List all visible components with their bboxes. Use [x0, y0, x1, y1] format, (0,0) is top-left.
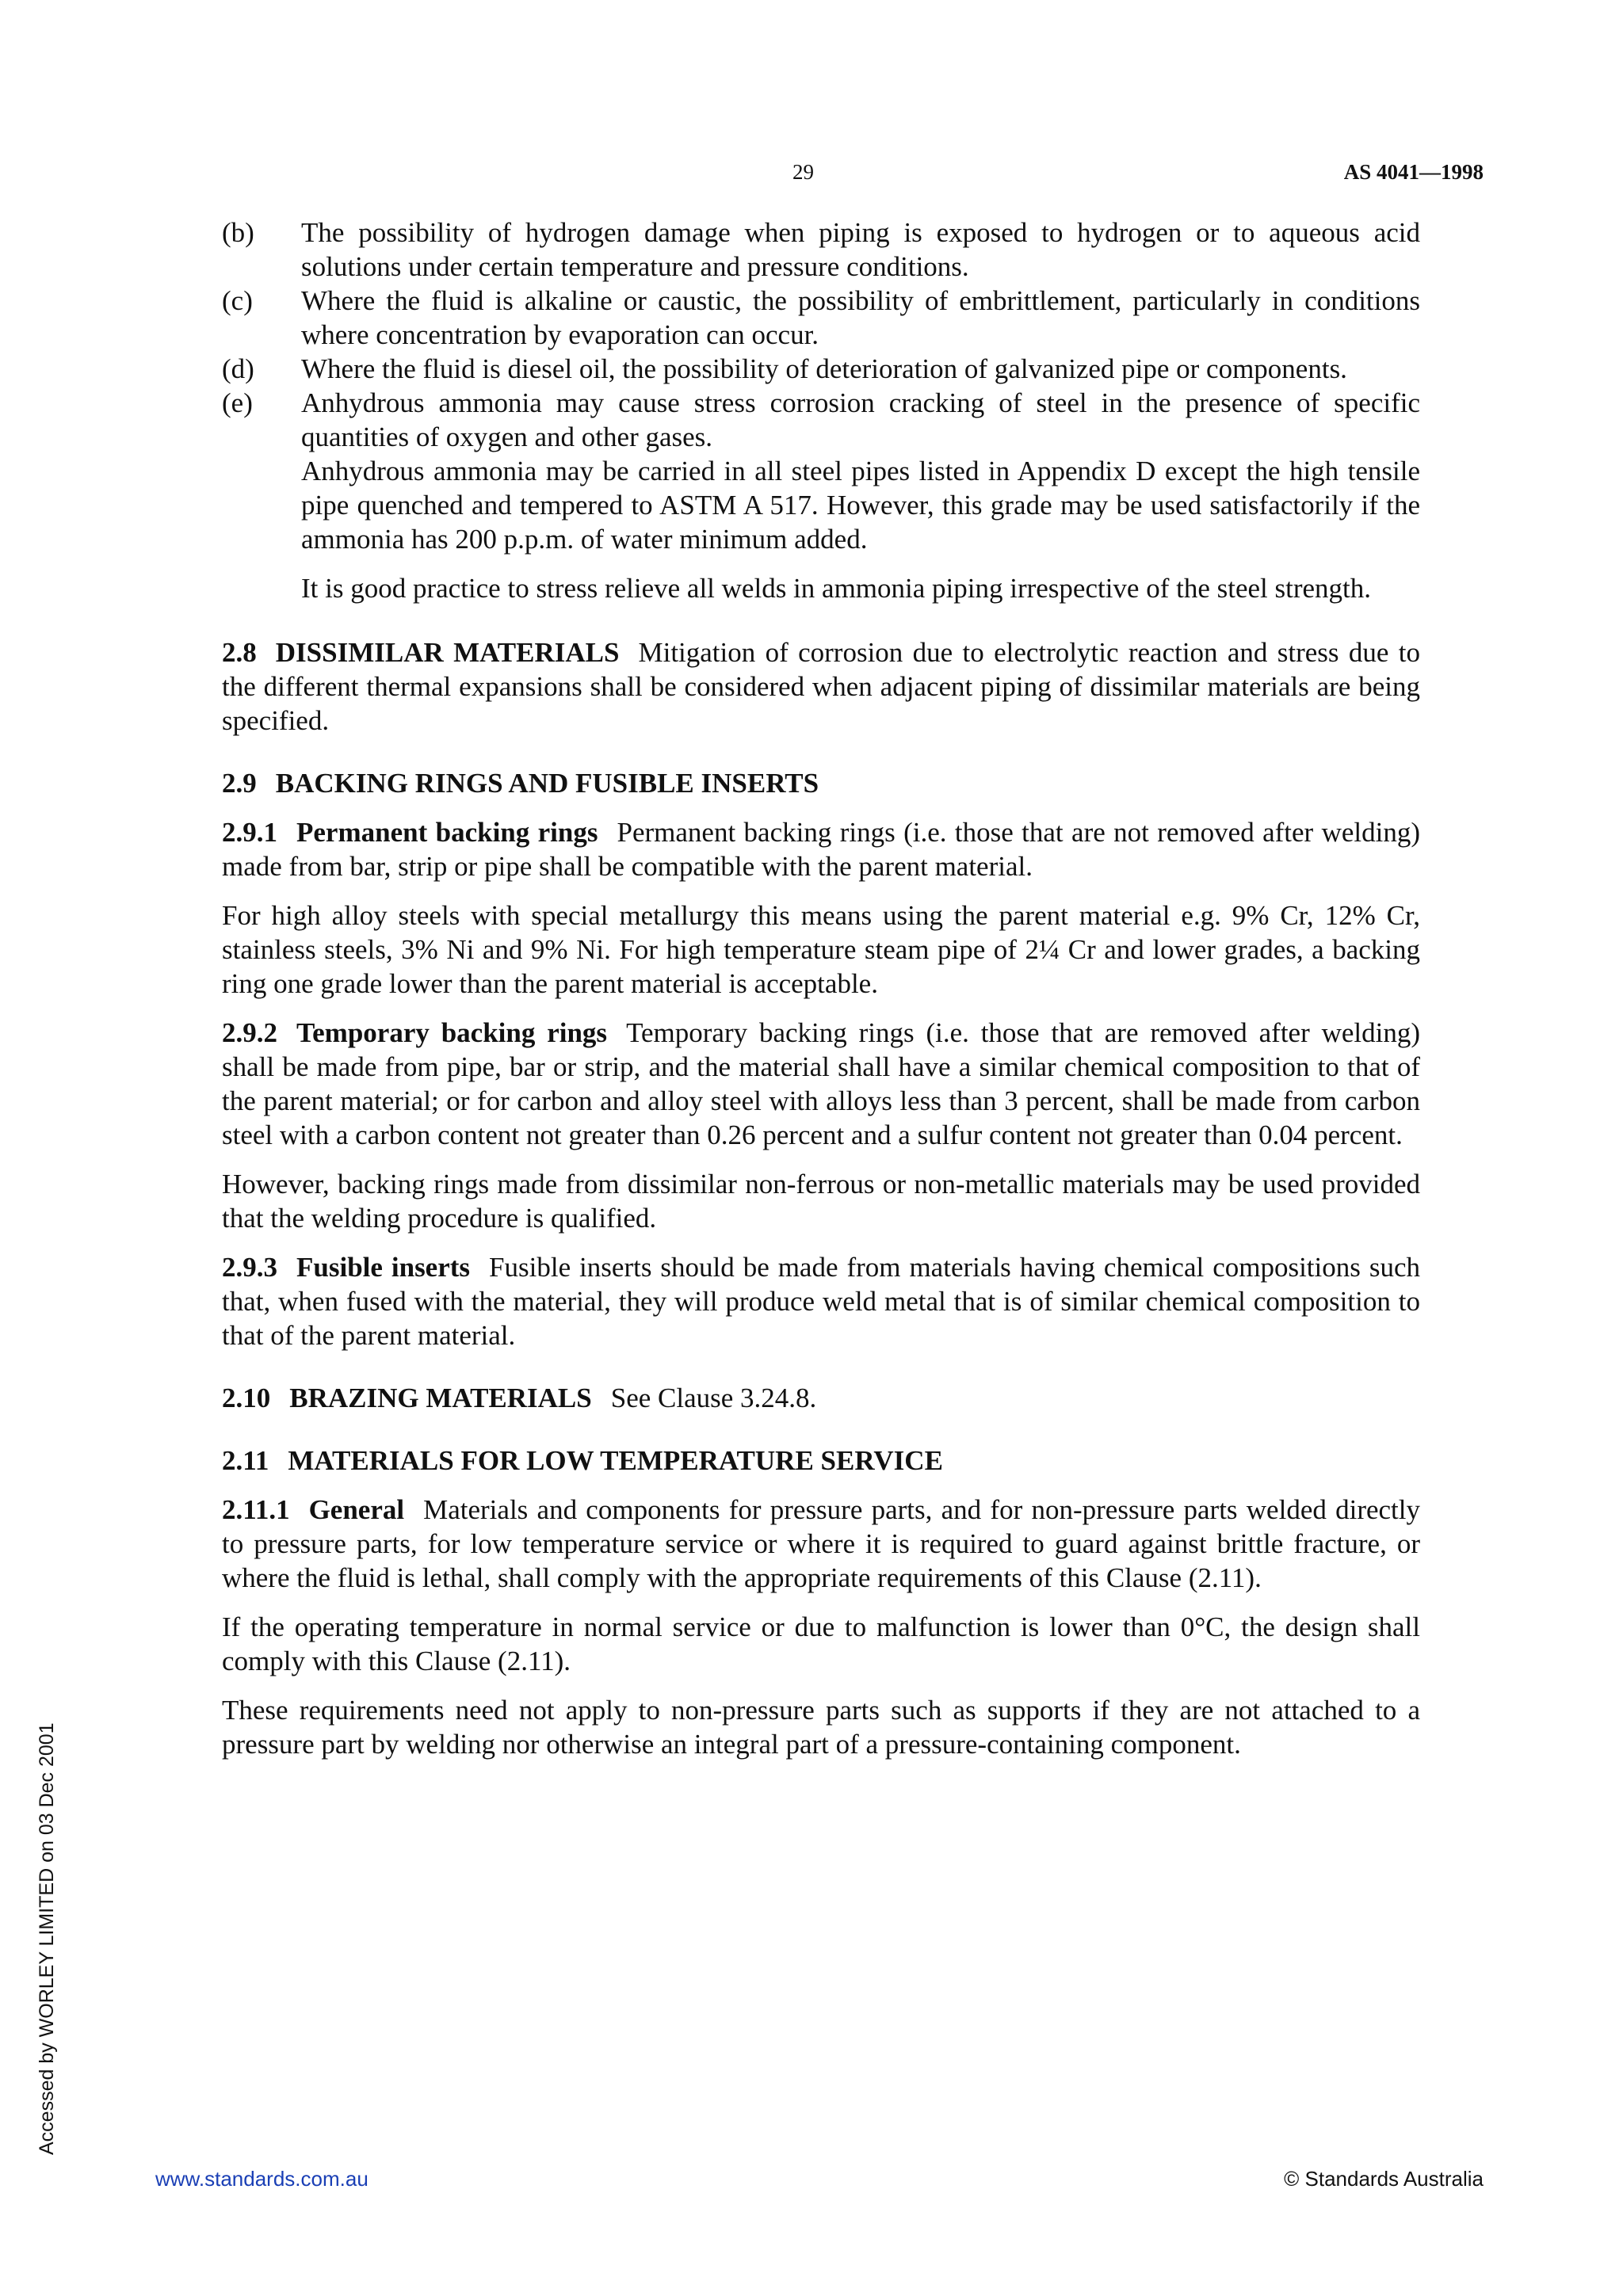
clause-text: Materials and components for pressure parts, and for non-pressure parts welded directly to pressure parts, for low temperature service or where it is required to guard against brittle fracture, or where the fluid is lethal, shall comply with the appropriate requirements of this Clause (2.11).: [222, 1494, 1420, 1593]
list-text: Where the fluid is diesel oil, the possibility of deterioration of galvanized pipe or components.: [301, 353, 1347, 384]
section-number: 2.10: [222, 1383, 271, 1413]
section-2-11-heading: [222, 1444, 1420, 1478]
document-body: [222, 215, 1420, 1776]
list-marker: (b): [222, 217, 254, 248]
list-text: The possibility of hydrogen damage when piping is exposed to hydrogen or to aqueous acid solutions under certain temperature and pressure conditions.: [301, 217, 1420, 282]
section-title: MATERIALS FOR LOW TEMPERATURE SERVICE: [288, 1445, 943, 1476]
clause-text: Permanent backing rings (i.e. those that are not removed after welding) made from bar, strip or pipe shall be compatible with the parent material.: [222, 817, 1420, 882]
clause-number: 2.11.1: [222, 1494, 290, 1525]
section-2-8: [222, 635, 1420, 738]
section-2-9-heading: [222, 766, 1420, 800]
section-title: DISSIMILAR MATERIALS: [275, 637, 620, 668]
section-number: 2.11: [222, 1445, 269, 1476]
website-link[interactable]: www.standards.com.au: [155, 2167, 369, 2191]
list-item-d: [222, 352, 1420, 386]
section-text: See Clause 3.24.8.: [610, 1383, 817, 1413]
list-marker: (d): [222, 353, 254, 384]
clause-2-11-1-para-2: These requirements need not apply to non-pressure parts such as supports if they are not attached to a pressure part by welding nor otherwise an integral part of a pressure-containing component.: [222, 1695, 1420, 1760]
copyright-notice: © Standards Australia: [1284, 2167, 1484, 2191]
clause-2-9-3: [222, 1250, 1420, 1352]
clause-2-9-1-para: For high alloy steels with special metallurgy this means using the parent material e.g. 9% Cr, 12% Cr, stainless steels, 3% Ni and 9% Ni. For high temperature steam pipe of 2¼ Cr and lower grades, a backing ring one grade lower than the parent material is acceptable.: [222, 900, 1420, 999]
clause-2-11-1-para: If the operating temperature in normal service or due to malfunction is lower than 0°C, the design shall comply with this Clause (2.11).: [222, 1611, 1420, 1676]
clause-2-9-2: [222, 1016, 1420, 1152]
list-item-c: [222, 284, 1420, 352]
page-number: 29: [792, 160, 814, 184]
section-title: BACKING RINGS AND FUSIBLE INSERTS: [275, 768, 819, 799]
section-title: BRAZING MATERIALS: [289, 1383, 592, 1413]
clause-title: General: [308, 1494, 405, 1525]
section-number: 2.8: [222, 637, 257, 668]
ammonia-paragraph: Anhydrous ammonia may be carried in all steel pipes listed in Appendix D except the high tensile pipe quenched and tempered to ASTM A 517. However, this grade may be used satisfactorily if the ammonia has 200 p.p.m. of water minimum added.: [301, 456, 1420, 555]
access-note: Accessed by WORLEY LIMITED on 03 Dec 2001: [36, 1722, 58, 2155]
clause-2-11-1: [222, 1493, 1420, 1595]
document-code: AS 4041—1998: [1343, 160, 1484, 184]
list-marker: (e): [222, 387, 253, 418]
clause-title: Temporary backing rings: [296, 1017, 608, 1048]
clause-2-9-2-para: However, backing rings made from dissimilar non-ferrous or non-metallic materials may be used provided that the welding procedure is qualified.: [222, 1169, 1420, 1234]
list-item-b: [222, 215, 1420, 284]
clause-title: Fusible inserts: [296, 1252, 471, 1283]
clause-2-9-1: [222, 815, 1420, 883]
clause-text: Fusible inserts should be made from materials having chemical compositions such that, when fused with the material, they will produce weld metal that is of similar chemical composition to that of the parent material.: [222, 1252, 1420, 1351]
list-marker: (c): [222, 285, 253, 316]
clause-number: 2.9.2: [222, 1017, 277, 1048]
section-2-10: [222, 1381, 1420, 1415]
stress-relief-paragraph: It is good practice to stress relieve all welds in ammonia piping irrespective of the steel strength.: [301, 573, 1372, 604]
section-text: Mitigation of corrosion due to electrolytic reaction and stress due to the different thermal expansions shall be considered when adjacent piping of dissimilar materials are being specified.: [222, 637, 1420, 736]
list-item-e: [222, 386, 1420, 454]
clause-number: 2.9.3: [222, 1252, 277, 1283]
list-text: Where the fluid is alkaline or caustic, the possibility of embrittlement, particularly in conditions where concentration by evaporation can occur.: [301, 285, 1420, 350]
clause-title: Permanent backing rings: [296, 817, 598, 848]
list-text: Anhydrous ammonia may cause stress corrosion cracking of steel in the presence of specific quantities of oxygen and other gases.: [301, 387, 1420, 452]
clause-text: Temporary backing rings (i.e. those that are removed after welding) shall be made from pipe, bar or strip, and the material shall have a similar chemical composition to that of the parent material; or for carbon and alloy steel with alloys less than 3 percent, shall be made from carbon steel with a carbon content not greater than 0.26 percent and a sulfur content not greater than 0.04 percent.: [222, 1017, 1420, 1150]
section-number: 2.9: [222, 768, 257, 799]
clause-number: 2.9.1: [222, 817, 277, 848]
